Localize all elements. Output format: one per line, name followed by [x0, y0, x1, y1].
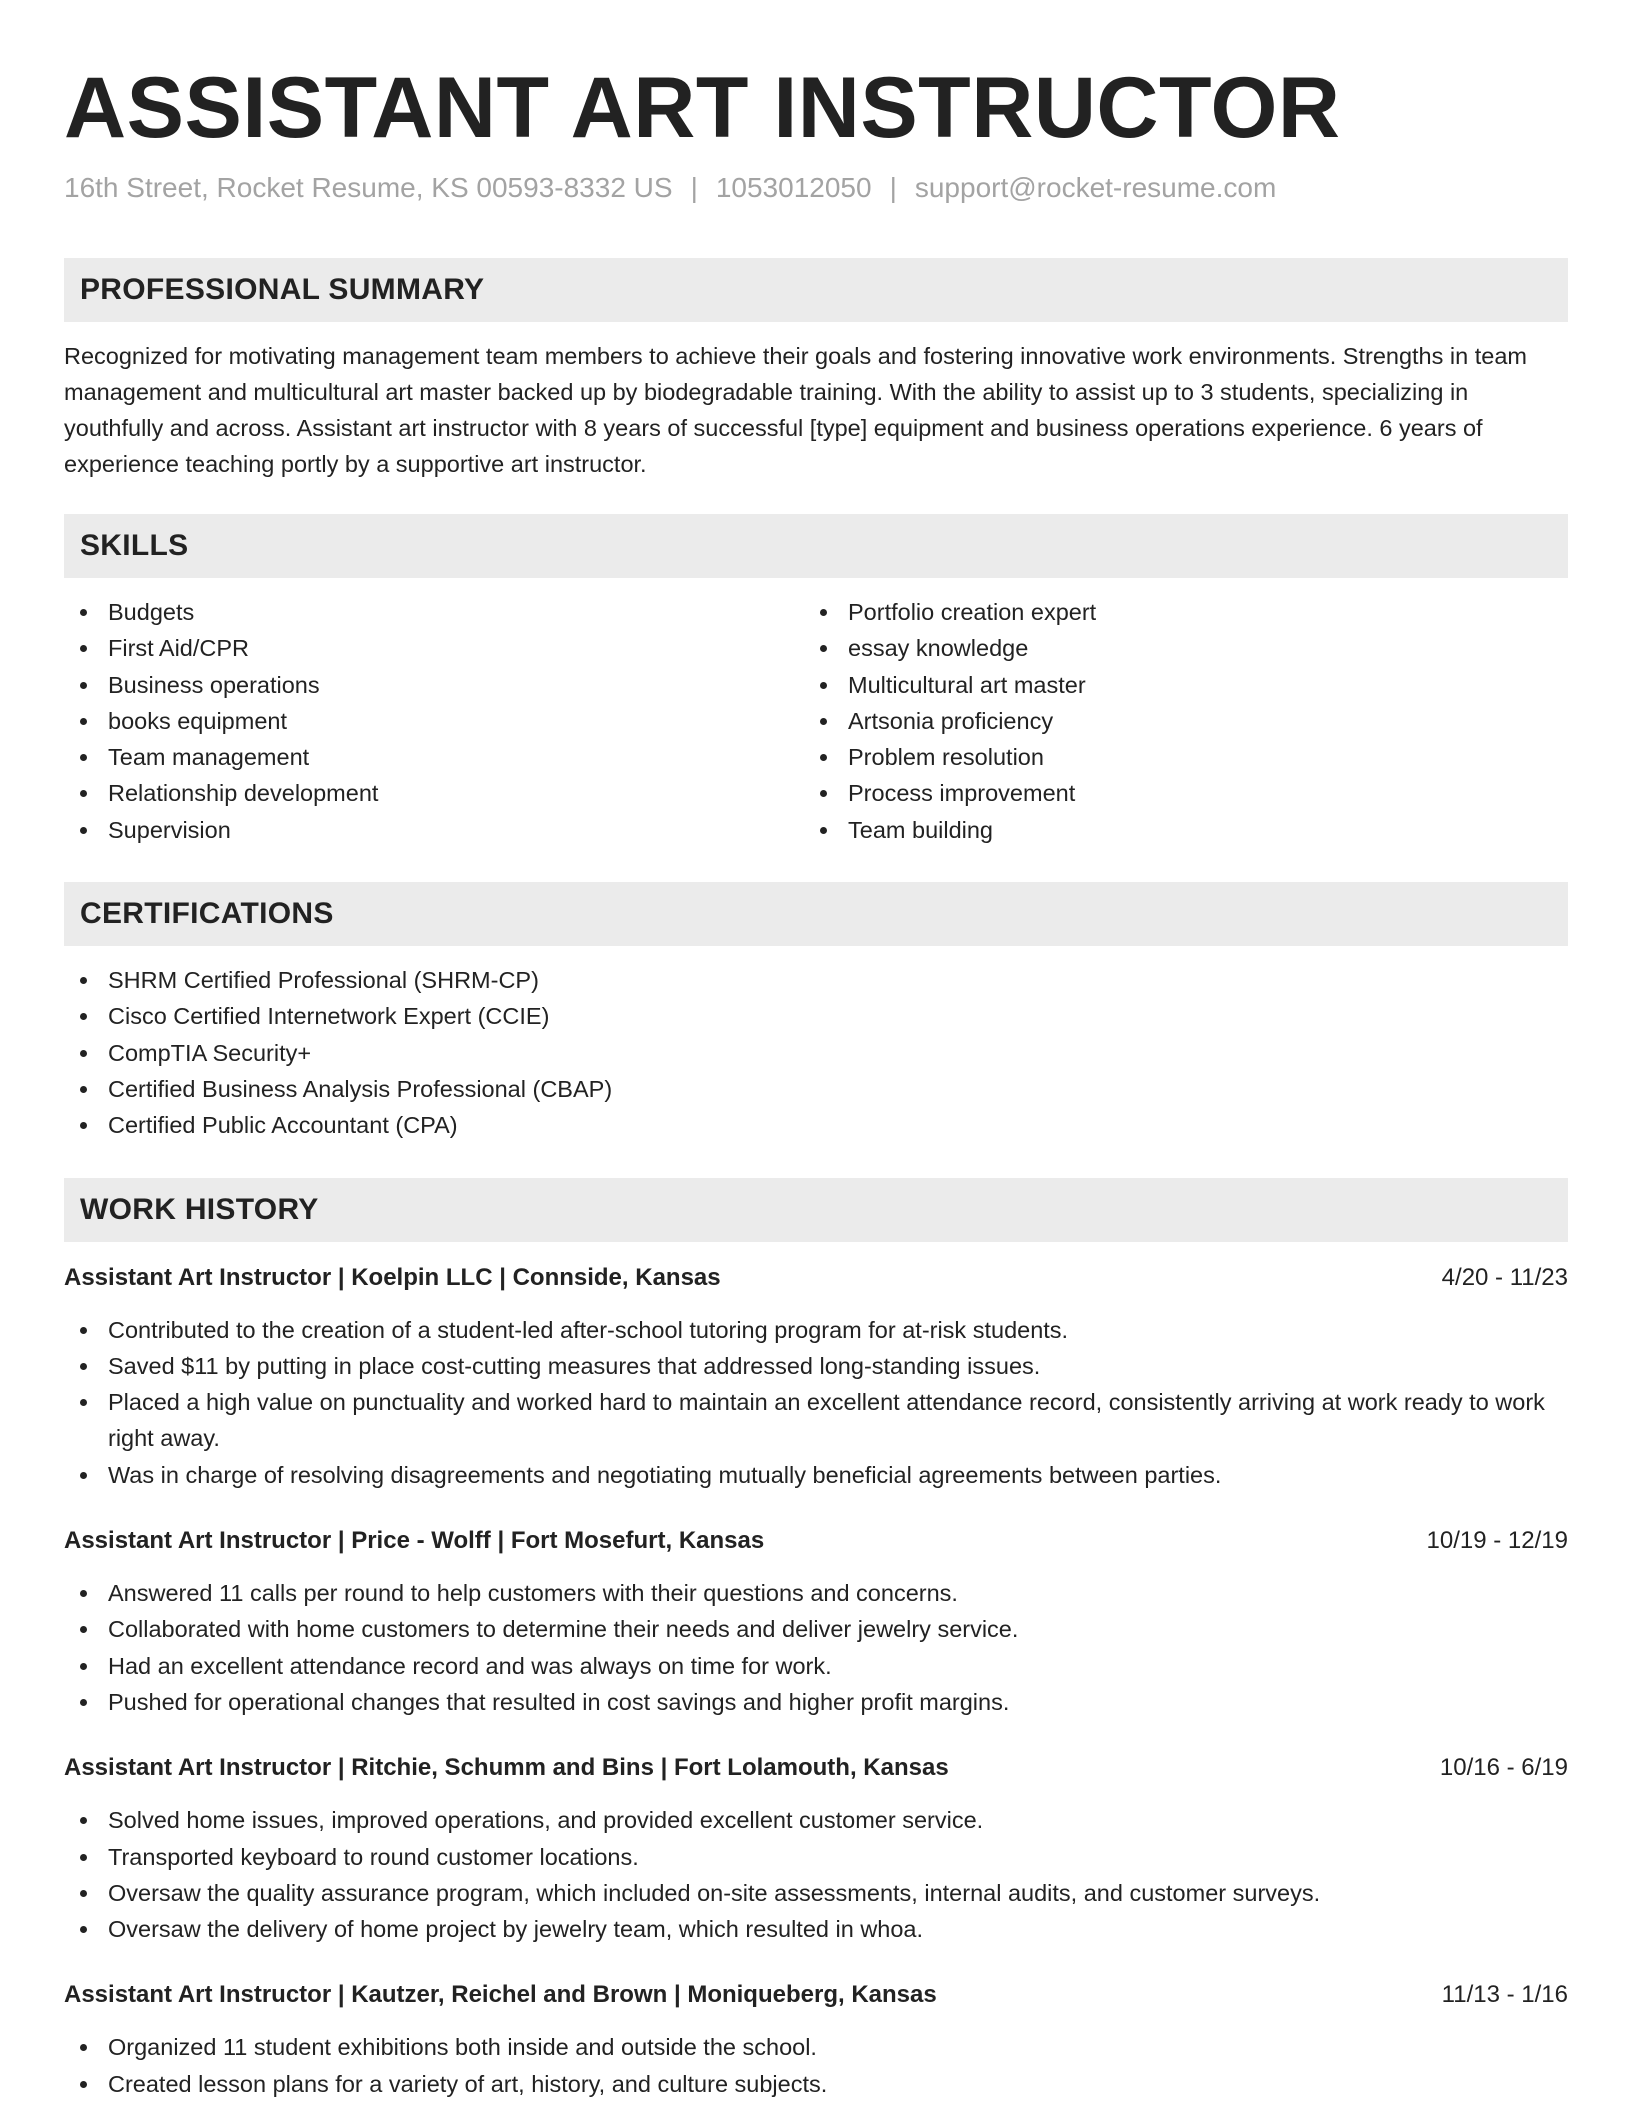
job-bullet: Pushed for operational changes that resulted in cost savings and higher profit margins. — [64, 1684, 1568, 1720]
job-bullets — [64, 2029, 1568, 2102]
job-bullet: Organized 11 student exhibitions both inside and outside the school. — [64, 2029, 1568, 2065]
job-dates: 10/19 - 12/19 — [1426, 1527, 1568, 1555]
job-bullet: Solved home issues, improved operations, and provided excellent customer service. — [64, 1802, 1568, 1838]
section-heading-skills: SKILLS — [64, 514, 1568, 578]
job-entry — [64, 1260, 1568, 1493]
certification-item: Certified Business Analysis Professional (CBAP) — [64, 1071, 1568, 1107]
job-bullet: Placed a high value on punctuality and worked hard to maintain an excellent attendance record, consistently arriving at work ready to work right away. — [64, 1384, 1568, 1457]
job-bullets — [64, 1575, 1568, 1720]
certification-item: SHRM Certified Professional (SHRM-CP) — [64, 962, 1568, 998]
skill-item: Supervision — [64, 812, 804, 848]
job-bullet: Oversaw the delivery of home project by jewelry team, which resulted in whoa. — [64, 1911, 1568, 1947]
job-title: Assistant Art Instructor | Koelpin LLC | Connside, Kansas — [64, 1263, 721, 1291]
job-title: Assistant Art Instructor | Ritchie, Schumm and Bins | Fort Lolamouth, Kansas — [64, 1754, 949, 1782]
skill-item: books equipment — [64, 703, 804, 739]
certification-item: Cisco Certified Internetwork Expert (CCIE) — [64, 998, 1568, 1034]
skill-item: Process improvement — [804, 775, 1544, 811]
job-dates: 11/13 - 1/16 — [1441, 1981, 1568, 2009]
skill-item: Artsonia proficiency — [804, 703, 1544, 739]
job-header — [64, 1260, 1568, 1296]
skill-item: First Aid/CPR — [64, 630, 804, 666]
job-bullet: Answered 11 calls per round to help customers with their questions and concerns. — [64, 1575, 1568, 1611]
certification-item: Certified Public Accountant (CPA) — [64, 1107, 1568, 1143]
skill-item: Budgets — [64, 594, 804, 630]
job-dates: 4/20 - 11/23 — [1441, 1263, 1568, 1291]
certification-item: CompTIA Security+ — [64, 1035, 1568, 1071]
job-bullet: Collaborated with home customers to determine their needs and deliver jewelry service. — [64, 1611, 1568, 1647]
skill-item: Team building — [804, 812, 1544, 848]
job-bullet: Transported keyboard to round customer locations. — [64, 1839, 1568, 1875]
contact-email: support@rocket-resume.com — [914, 172, 1277, 203]
job-bullets — [64, 1312, 1568, 1493]
contact-separator: | — [690, 172, 698, 203]
skill-item: Business operations — [64, 667, 804, 703]
job-dates: 10/16 - 6/19 — [1439, 1754, 1568, 1782]
job-title: Assistant Art Instructor | Kautzer, Reichel and Brown | Moniqueberg, Kansas — [64, 1981, 937, 2009]
section-heading-work-history: WORK HISTORY — [64, 1178, 1568, 1242]
skill-item: essay knowledge — [804, 630, 1544, 666]
job-entry — [64, 1977, 1568, 2102]
job-header — [64, 1977, 1568, 2013]
contact-line — [64, 170, 1568, 206]
job-bullet: Created lesson plans for a variety of art, history, and culture subjects. — [64, 2066, 1568, 2102]
summary-text: Recognized for motivating management team members to achieve their goals and fostering innovative work environments. Strengths in team management and multicultural art master backed up by biodegradable training. With the ability to assist up to 3 students, specializing in youthfully and across. Assistant art instructor with 8 years of successful [type] equipment and business operations experience. 6 years of experience teaching portly by a supportive art instructor. — [64, 343, 1527, 477]
job-entry — [64, 1750, 1568, 1947]
job-bullet: Saved $11 by putting in place cost-cutting measures that addressed long-standing issues. — [64, 1348, 1568, 1384]
skill-item: Problem resolution — [804, 739, 1544, 775]
job-entry — [64, 1523, 1568, 1720]
job-bullets — [64, 1802, 1568, 1947]
skill-item: Multicultural art master — [804, 667, 1544, 703]
skill-item: Portfolio creation expert — [804, 594, 1544, 630]
skills-list-left — [64, 594, 804, 848]
job-header — [64, 1523, 1568, 1559]
skills-list-right — [804, 594, 1544, 848]
contact-separator: | — [889, 172, 897, 203]
candidate-name: ASSISTANT ART INSTRUCTOR — [64, 60, 1341, 156]
skill-item: Team management — [64, 739, 804, 775]
section-heading-summary: PROFESSIONAL SUMMARY — [64, 258, 1568, 322]
job-bullet: Was in charge of resolving disagreements and negotiating mutually beneficial agreements between parties. — [64, 1457, 1568, 1493]
certifications-list — [64, 962, 1568, 1143]
section-heading-certifications: CERTIFICATIONS — [64, 882, 1568, 946]
contact-phone: 1053012050 — [715, 172, 872, 203]
job-bullet: Contributed to the creation of a student-led after-school tutoring program for at-risk students. — [64, 1312, 1568, 1348]
job-title: Assistant Art Instructor | Price - Wolff | Fort Mosefurt, Kansas — [64, 1527, 765, 1555]
contact-address: 16th Street, Rocket Resume, KS 00593-8332 US — [64, 172, 673, 203]
skills-grid — [64, 594, 1568, 848]
job-header — [64, 1750, 1568, 1786]
job-bullet: Had an excellent attendance record and was always on time for work. — [64, 1648, 1568, 1684]
skill-item: Relationship development — [64, 775, 804, 811]
job-bullet: Oversaw the quality assurance program, which included on-site assessments, internal audits, and customer surveys. — [64, 1875, 1568, 1911]
